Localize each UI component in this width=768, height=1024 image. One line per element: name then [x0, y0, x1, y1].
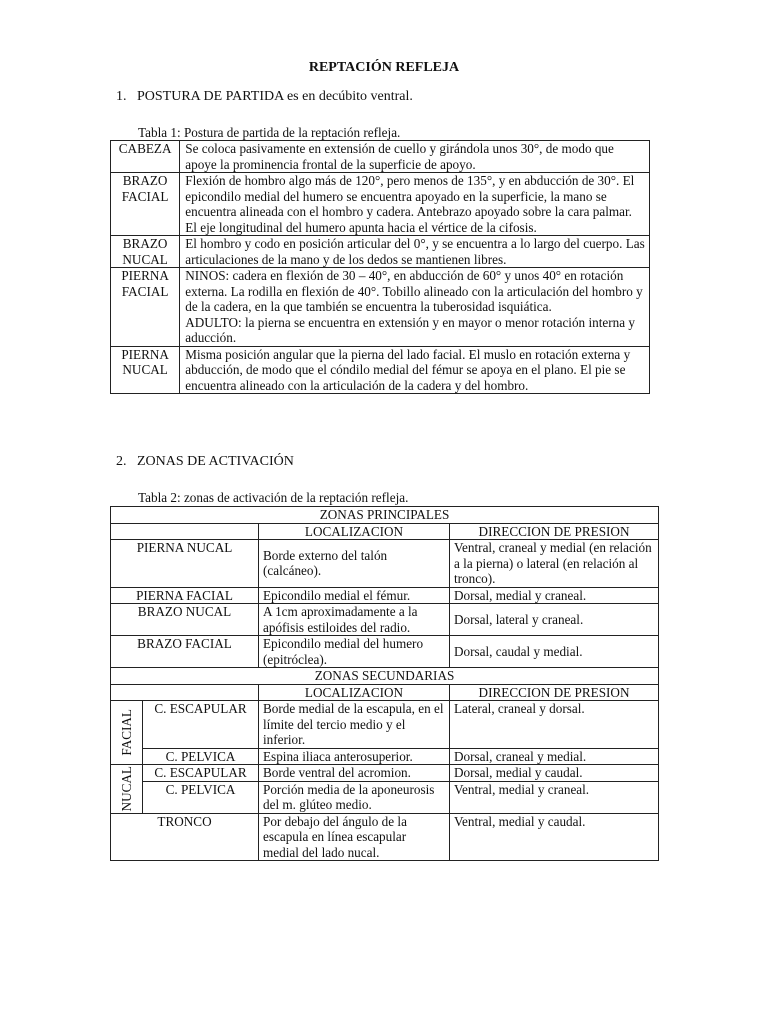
table-row: [111, 141, 650, 173]
row-text: El hombro y codo en posición articular del 0°, y se encuentra a lo largo del cuerpo. Las articulaciones de la mano y de los dedos se mantienen libres.: [180, 236, 650, 268]
zone-direction: Dorsal, medial y caudal.: [450, 765, 659, 782]
table-row: [111, 701, 659, 749]
group-label-facial-cell: [111, 701, 143, 765]
zone-direction: Dorsal, caudal y medial.: [450, 636, 659, 668]
row-text-content: NINOS: cadera en flexión de 30 – 40°, en abducción de 60° y unos 40° en rotación externa. La rodilla en flexión de 40°. Tobillo alineado con la articulación del hombro y de la cadera, en la que también se encuentra la tuberosidad isquiática. ADULTO: la pierna se encuentra en extensión y en mayor o menor rotación interna y aducción.: [185, 268, 643, 345]
row-text-content: Flexión de hombro algo más de 120°, pero menos de 135°, y en abducción de 30°. El epicondilo medial del humero se encuentra apoyado en la superficie, la mano se encuentra alineada con el hombro y cadera. Antebrazo apoyado sobre la cara palmar. El eje longitudinal del humero apunta hacia el vértice de la cifosis.: [185, 173, 635, 235]
table-column-header: [111, 523, 659, 540]
zone-direction: Ventral, medial y craneal.: [450, 781, 659, 813]
zone-direction: Lateral, craneal y dorsal.: [450, 701, 659, 749]
row-label: BRAZO NUCAL: [111, 236, 180, 268]
zone-direction: Ventral, craneal y medial (en relación a la pierna) o lateral (en relación al tronco).: [450, 540, 659, 588]
zone-localization: Borde externo del talón (calcáneo).: [259, 540, 450, 588]
section-2-text: ZONAS DE ACTIVACIÓN: [137, 454, 294, 469]
empty-cell: [111, 523, 259, 540]
row-label: PIERNA FACIAL: [111, 268, 180, 347]
section-1-heading: [116, 89, 413, 105]
zone-name: C. PELVICA: [143, 748, 259, 765]
zone-direction: Dorsal, craneal y medial.: [450, 748, 659, 765]
zone-name: BRAZO NUCAL: [111, 604, 259, 636]
table-row: [111, 636, 659, 668]
zone-localization: Epicondilo medial el fémur.: [259, 587, 450, 604]
zone-name: TRONCO: [111, 813, 259, 861]
direction-column-header: DIRECCION DE PRESION: [450, 684, 659, 701]
zone-name: C. PELVICA: [143, 781, 259, 813]
row-text: Misma posición angular que la pierna del lado facial. El muslo en rotación externa y abducción, de modo que el cóndilo medial del fémur se apoya en el plano. El pie se encuentra alineado con la articulación de la cadera y del hombro.: [180, 346, 650, 394]
zone-localization: Epicondilo medial del humero (epitróclea).: [259, 636, 450, 668]
table-row: [111, 587, 659, 604]
table-1-caption: Tabla 1: Postura de partida de la reptación refleja.: [138, 125, 401, 140]
table-row: [111, 813, 659, 861]
zone-localization: Porción media de la aponeurosis del m. glúteo medio.: [259, 781, 450, 813]
group-label-nucal: NUCAL: [118, 766, 134, 812]
section-2-number: 2.: [116, 454, 127, 469]
zone-name: C. ESCAPULAR: [143, 765, 259, 782]
row-label: CABEZA: [111, 141, 180, 173]
table-row: [111, 346, 650, 394]
document-title: REPTACIÓN REFLEJA: [308, 60, 460, 75]
zone-direction: Ventral, medial y caudal.: [450, 813, 659, 861]
table-row: [111, 173, 650, 236]
table-row: [111, 781, 659, 813]
table-2: [110, 506, 659, 861]
zone-direction: Dorsal, medial y craneal.: [450, 587, 659, 604]
group-label-facial: FACIAL: [118, 709, 134, 756]
table-row: [111, 236, 650, 268]
localization-column-header: LOCALIZACION: [259, 523, 450, 540]
section-1-text: POSTURA DE PARTIDA es en decúbito ventral.: [137, 89, 413, 104]
table-row: [111, 765, 659, 782]
table-section-header: [111, 507, 659, 524]
zone-localization: Borde ventral del acromion.: [259, 765, 450, 782]
table-row: [111, 540, 659, 588]
row-text: Se coloca pasivamente en extensión de cuello y girándola unos 30°, de modo que apoye la prominencia frontal de la superficie de apoyo.: [180, 141, 650, 173]
row-label: [111, 173, 180, 236]
zone-localization: A 1cm aproximadamente a la apófisis estiloides del radio.: [259, 604, 450, 636]
zone-name: PIERNA NUCAL: [111, 540, 259, 588]
empty-cell: [111, 684, 259, 701]
zone-localization: Por debajo del ángulo de la escapula en línea escapular medial del lado nucal.: [259, 813, 450, 861]
zone-localization: Borde medial de la escapula, en el límite del tercio medio y el inferior.: [259, 701, 450, 749]
zone-name: C. ESCAPULAR: [143, 701, 259, 749]
zone-name: PIERNA FACIAL: [111, 587, 259, 604]
row-text: [180, 173, 650, 236]
group-label-nucal-cell: [111, 765, 143, 814]
row-text: [180, 268, 650, 347]
table-row: [111, 604, 659, 636]
table-row: [111, 268, 650, 347]
secondary-zones-header: ZONAS SECUNDARIAS: [111, 668, 659, 685]
section-1-number: 1.: [116, 89, 127, 104]
zone-name: BRAZO FACIAL: [111, 636, 259, 668]
section-2-heading: [116, 454, 294, 470]
table-row: [111, 748, 659, 765]
table-2-caption: Tabla 2: zonas de activación de la reptación refleja.: [138, 490, 409, 505]
row-label-text: BRAZO FACIAL: [121, 173, 169, 204]
localization-column-header: LOCALIZACION: [259, 684, 450, 701]
direction-column-header: DIRECCION DE PRESION: [450, 523, 659, 540]
row-label: PIERNA NUCAL: [111, 346, 180, 394]
zone-direction: Dorsal, lateral y craneal.: [450, 604, 659, 636]
table-section-header: [111, 668, 659, 685]
principal-zones-header: ZONAS PRINCIPALES: [111, 507, 659, 524]
zone-localization: Espina iliaca anterosuperior.: [259, 748, 450, 765]
table-1: [110, 140, 650, 394]
table-column-header: [111, 684, 659, 701]
